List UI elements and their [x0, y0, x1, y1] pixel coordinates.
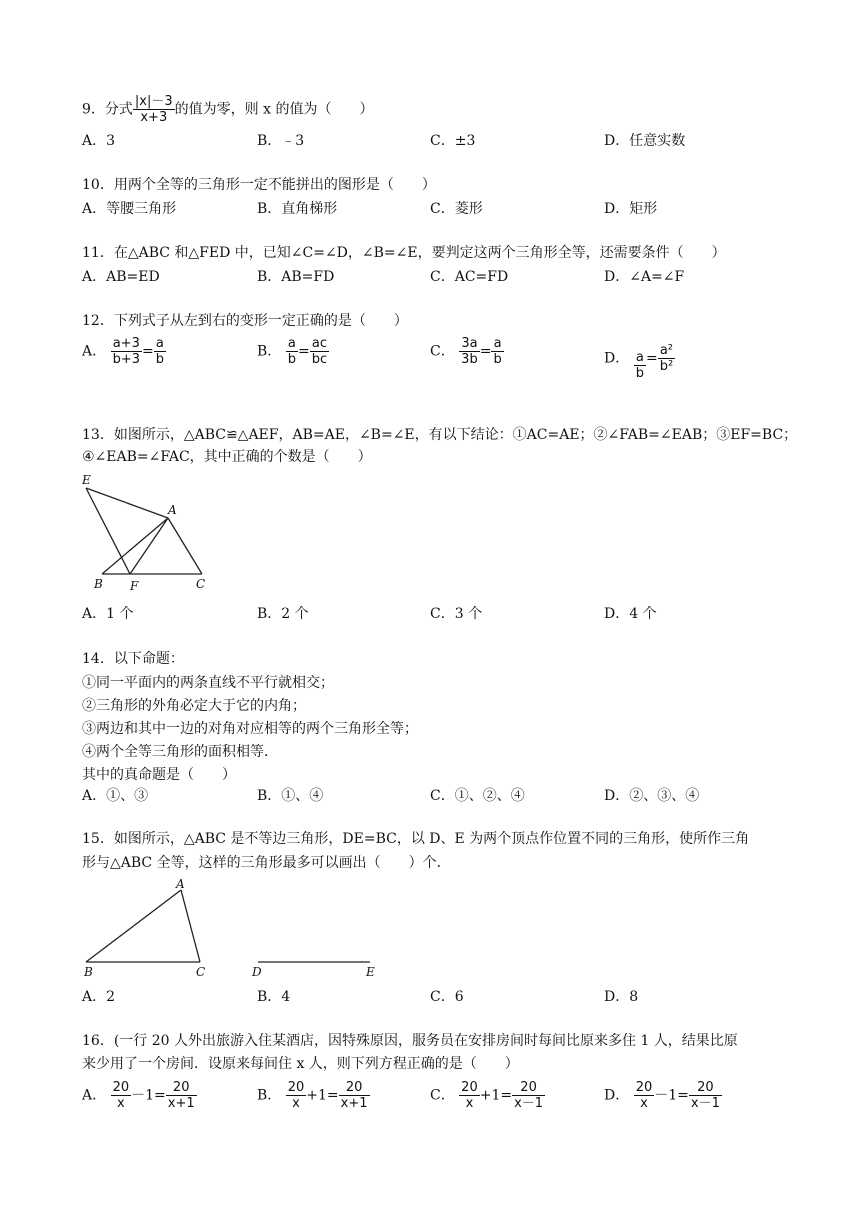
frac-denominator: x — [465, 1096, 474, 1111]
frac-denominator: b — [155, 352, 164, 367]
q15-option-a[interactable]: A．2 — [82, 989, 116, 1005]
operator: +1= — [306, 1087, 339, 1104]
q12-b-frac-right — [310, 336, 329, 367]
q14-option-d[interactable]: D．②、③、④ — [604, 788, 700, 804]
q10-option-b[interactable]: B．直角梯形 — [257, 201, 338, 217]
q16-d-frac-left — [634, 1080, 655, 1111]
frac-numerator: 3a — [459, 336, 480, 352]
frac-denominator: x — [292, 1096, 300, 1111]
equals-sign: = — [479, 343, 492, 360]
label-E: E — [82, 473, 91, 487]
q12-option-a[interactable] — [82, 336, 166, 367]
q16-d-frac-right — [689, 1080, 722, 1111]
label-D: D — [252, 965, 262, 979]
edge-EF — [86, 488, 130, 574]
q12-b-frac-left — [286, 336, 298, 367]
edge-AB — [86, 890, 181, 962]
q15-triangle-figure — [78, 876, 398, 982]
q14-statement-3: ③两边和其中一边的对角对应相等的两个三角形全等； — [82, 721, 418, 737]
q16-a-frac-right — [166, 1080, 197, 1111]
equals-sign: = — [142, 343, 154, 360]
q16-option-a[interactable] — [82, 1080, 197, 1111]
frac-denominator: bc — [311, 352, 328, 367]
q14-statement-2: ②三角形的外角必定大于它的内角； — [82, 698, 306, 714]
q14-option-c[interactable]: C．①、②、④ — [430, 788, 525, 804]
frac-numerator: 20 — [112, 1080, 130, 1095]
q9-fraction — [133, 94, 175, 125]
frac-numerator: a — [286, 336, 298, 352]
q15-option-b[interactable]: B．4 — [257, 989, 291, 1005]
q16-label-c: C． — [430, 1087, 455, 1104]
equals-sign: = — [298, 343, 310, 360]
q13-option-a[interactable]: A．1 个 — [82, 606, 134, 622]
q12-label-d: D． — [604, 350, 630, 367]
frac-denominator: x — [640, 1096, 648, 1111]
q9-suffix: 的值为零，则 x 的值为（ ） — [174, 101, 374, 118]
frac-numerator: ac — [310, 336, 329, 352]
q9-prefix: 9．分式 — [82, 101, 133, 118]
label-B: B — [84, 965, 93, 979]
label-A: A — [168, 503, 177, 517]
operator: －1= — [131, 1087, 166, 1104]
label-C: C — [196, 577, 206, 591]
q11-option-b[interactable]: B．AB=FD — [257, 269, 335, 285]
frac-denominator: x — [117, 1096, 125, 1111]
label-F: F — [130, 579, 139, 593]
q13-option-c[interactable]: C．3 个 — [430, 606, 483, 622]
frac-numerator: a+3 — [111, 336, 142, 352]
q15-stem-line2: 形与△ABC 全等，这样的三角形最多可以画出（ ）个． — [82, 855, 451, 871]
operator: －1= — [654, 1087, 689, 1104]
equals-sign: = — [645, 350, 658, 367]
frac-numerator: 20 — [512, 1080, 545, 1096]
edge-AC — [168, 518, 202, 574]
q12-label-b: B． — [257, 343, 282, 360]
q16-b-frac-left — [286, 1080, 307, 1111]
q16-b-frac-right — [339, 1080, 370, 1111]
frac-denominator: 3b — [461, 352, 478, 367]
q11-option-d[interactable]: D．∠A=∠F — [604, 269, 685, 285]
frac-denominator: b — [287, 352, 297, 367]
q16-option-c[interactable] — [430, 1080, 545, 1111]
q16-a-frac-left — [111, 1080, 132, 1111]
frac-numerator: 20 — [287, 1080, 305, 1095]
label-E: E — [366, 965, 375, 979]
q15-option-c[interactable]: C．6 — [430, 989, 464, 1005]
edge-EA — [86, 488, 168, 518]
label-C: C — [196, 965, 206, 979]
q13-triangle-figure — [78, 470, 218, 596]
q16-stem-line1: 16．(一行 20 人外出旅游入住某酒店，因特殊原因，服务员在安排房间时每间比原来多住 1 人，结果比原 — [82, 1033, 738, 1049]
q12-stem: 12．下列式子从左到右的变形一定正确的是（ ） — [82, 313, 408, 329]
q16-c-frac-left — [459, 1080, 480, 1111]
frac-denominator: b+3 — [112, 352, 140, 367]
q12-d-frac-left — [634, 350, 646, 381]
frac-denominator: b — [493, 352, 502, 367]
operator: +1= — [479, 1087, 513, 1104]
q14-option-a[interactable]: A．①、③ — [82, 788, 149, 804]
q14-statement-1: ①同一平面内的两条直线不平行就相交； — [82, 675, 334, 691]
frac-numerator: a — [634, 350, 646, 366]
frac-denominator: b² — [659, 359, 674, 374]
q13-stem-line1: 13．如图所示，△ABC≌△AEF，AB=AE，∠B=∠E，有以下结论：①AC=AE；②∠FAB=∠EAB；③EF=BC； — [82, 427, 798, 443]
q9-frac-denominator: x+3 — [140, 110, 168, 125]
q10-stem: 10．用两个全等的三角形一定不能拼出的图形是（ ） — [82, 177, 436, 193]
q13-option-b[interactable]: B．2 个 — [257, 606, 309, 622]
q16-label-d: D． — [604, 1087, 630, 1104]
q12-label-a: A． — [82, 343, 107, 360]
q15-stem-line1: 15．如图所示，△ABC 是不等边三角形，DE=BC，以 D、E 为两个顶点作位置不同的三角形，使所作三角 — [82, 831, 750, 847]
q11-option-c[interactable]: C．AC=FD — [430, 269, 509, 285]
q10-option-a[interactable]: A．等腰三角形 — [82, 201, 177, 217]
q12-c-frac-left — [459, 336, 480, 367]
q11-option-a[interactable]: A．AB=ED — [82, 269, 160, 285]
q9-stem — [82, 94, 373, 125]
frac-denominator: x+1 — [340, 1096, 368, 1111]
q14-stem: 14．以下命题： — [82, 651, 184, 667]
q9-option-b[interactable]: B．﹣3 — [257, 133, 305, 149]
q10-option-d[interactable]: D．矩形 — [604, 201, 658, 217]
frac-numerator: 20 — [339, 1080, 370, 1096]
q13-option-d[interactable]: D．4 个 — [604, 606, 657, 622]
q13-stem-line2: ④∠EAB=∠FAC，其中正确的个数是（ ） — [82, 449, 372, 465]
q12-a-frac-right — [154, 336, 166, 367]
q16-option-d[interactable] — [604, 1080, 722, 1111]
q9-option-c[interactable]: C．±3 — [430, 133, 476, 149]
q14-question: 其中的真命题是（ ） — [82, 767, 236, 783]
label-A: A — [176, 877, 185, 891]
q16-stem-line2: 来少用了一个房间．设原来每间住 x 人，则下列方程正确的是（ ） — [82, 1056, 519, 1072]
q15-option-d[interactable]: D．8 — [604, 989, 639, 1005]
q12-d-frac-right — [658, 343, 675, 374]
q11-stem: 11．在△ABC 和△FED 中，已知∠C=∠D，∠B=∠E，要判定这两个三角形全等，还需要条件（ ） — [82, 245, 726, 261]
q16-label-a: A． — [82, 1087, 107, 1104]
q10-option-c[interactable]: C．菱形 — [430, 201, 483, 217]
frac-numerator: 20 — [689, 1080, 722, 1096]
frac-numerator: 20 — [635, 1080, 653, 1095]
frac-denominator: x－1 — [514, 1096, 544, 1111]
frac-denominator: x－1 — [690, 1096, 720, 1111]
q12-option-d[interactable] — [604, 336, 675, 381]
q14-statement-4: ④两个全等三角形的面积相等． — [82, 744, 278, 760]
q12-option-c[interactable] — [430, 336, 504, 367]
frac-numerator: a — [491, 336, 503, 352]
frac-denominator: x+1 — [167, 1096, 195, 1111]
frac-denominator: b — [635, 366, 644, 381]
q16-c-frac-right — [512, 1080, 545, 1111]
q9-option-a[interactable]: A．3 — [82, 133, 116, 149]
q12-option-b[interactable] — [257, 336, 329, 367]
frac-numerator: a² — [658, 343, 675, 359]
edge-AC — [181, 890, 200, 962]
frac-numerator: 20 — [166, 1080, 197, 1096]
q12-label-c: C． — [430, 343, 455, 360]
q14-option-b[interactable]: B．①、④ — [257, 788, 324, 804]
q12-c-frac-right — [491, 336, 503, 367]
q9-frac-numerator: |x|－3 — [134, 94, 173, 109]
q16-option-b[interactable] — [257, 1080, 370, 1111]
frac-numerator: 20 — [461, 1080, 478, 1095]
label-B: B — [94, 577, 103, 591]
q16-label-b: B． — [257, 1087, 282, 1104]
frac-numerator: a — [154, 336, 166, 352]
q9-option-d[interactable]: D．任意实数 — [604, 133, 686, 149]
q12-a-frac-left — [111, 336, 142, 367]
